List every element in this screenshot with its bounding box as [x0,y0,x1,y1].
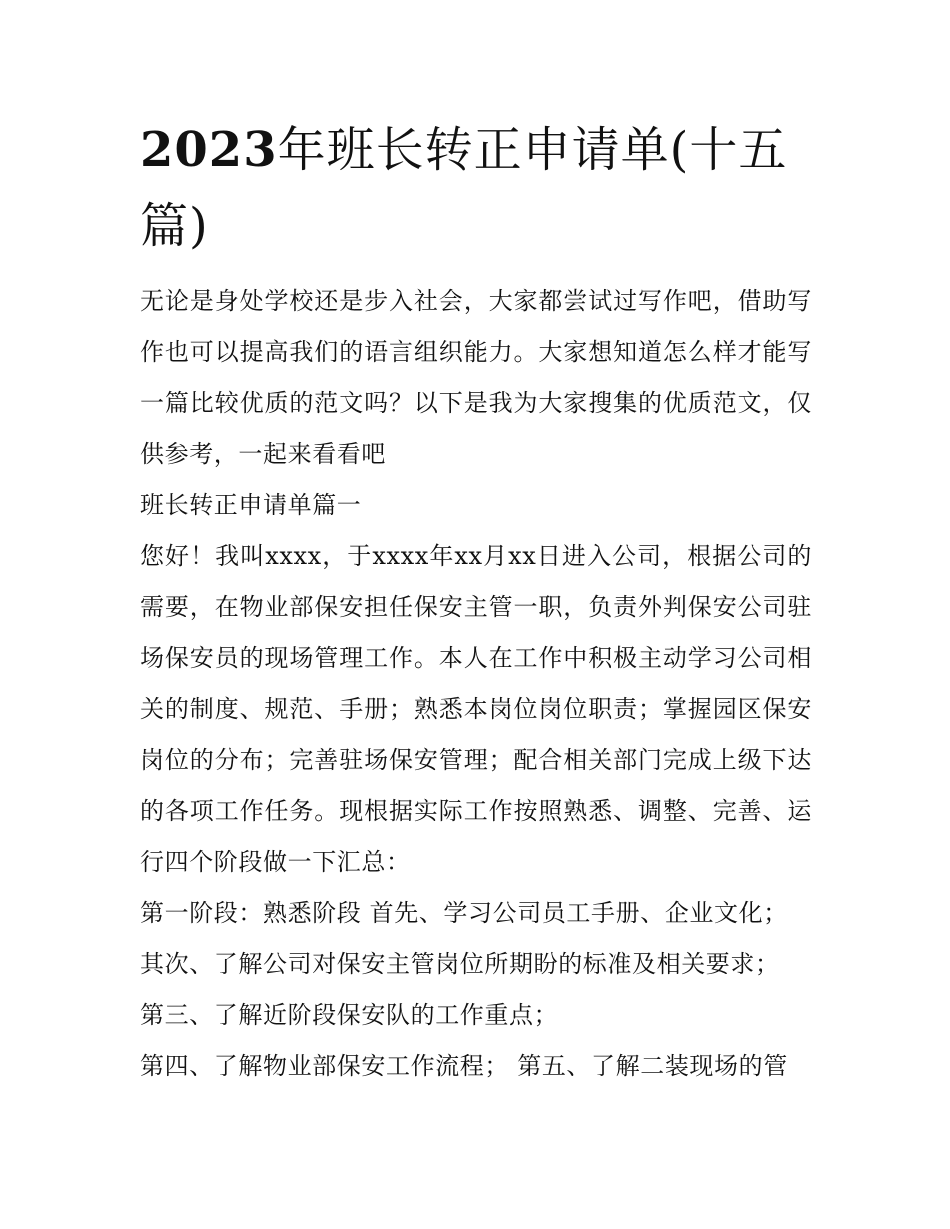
document-title [140,112,812,264]
document-content [140,112,812,1092]
section-heading: 班长转正申请单篇一 [140,491,362,519]
body-paragraph: 您好！我叫xxxx，于xxxx年xx月xx日进入公司，根据公司的需要，在物业部保安担任保安主管一职，负责外判保安公司驻场保安员的现场管理工作。本人在工作中积极主动学习公司相关的制度、规范、手册；熟悉本岗位岗位职责；掌握园区保安岗位的分布；完善驻场保安管理；配合相关部门完成上级下达的各项工作任务。现根据实际工作按照熟悉、调整、完善、运行四个阶段做一下汇总： [140,542,812,876]
body-paragraph: 第一阶段：熟悉阶段 首先、学习公司员工手册、企业文化； [140,899,788,927]
body-paragraph: 第三、了解近阶段保安队的工作重点； [140,1001,559,1029]
title-text: 年班长转正申请单(十五篇) [140,122,788,254]
title-year: 2023 [140,122,278,178]
intro-paragraph: 无论是身处学校还是步入社会，大家都尝试过写作吧，借助写作也可以提高我们的语言组织能力。大家想知道怎么样才能写一篇比较优质的范文吗？以下是我为大家搜集的优质范文，仅供参考，一起来看看吧 [140,287,812,468]
document-body [140,276,812,1092]
body-paragraph: 其次、了解公司对保安主管岗位所期盼的标准及相关要求； [140,950,780,978]
body-paragraph: 第四、了解物业部保安工作流程； 第五、了解二装现场的管 [140,1052,788,1080]
